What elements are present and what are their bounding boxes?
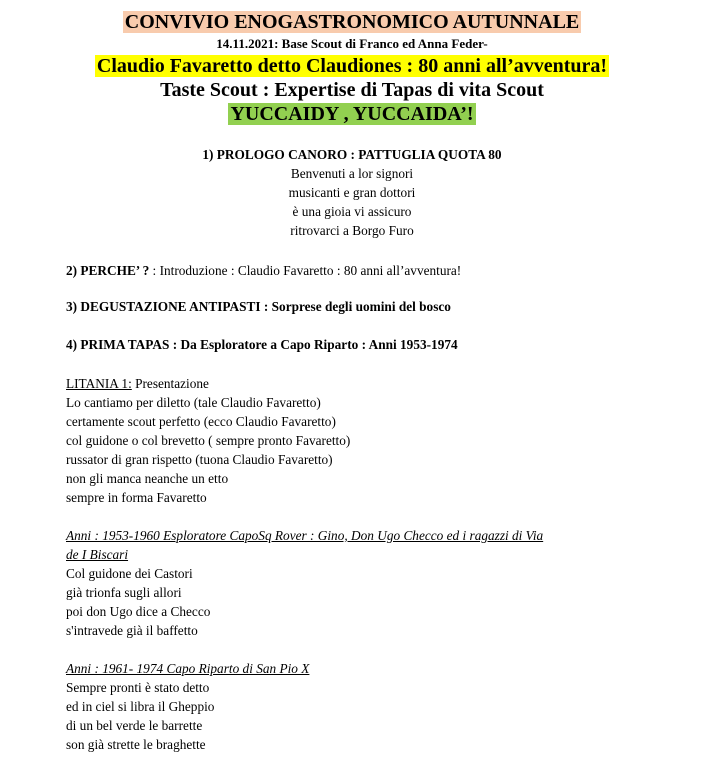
- section-4-title: 4) PRIMA TAPAS : Da Esploratore a Capo Riparto : Anni 1953-1974: [66, 337, 458, 352]
- section-2: [66, 261, 461, 280]
- anni-1-line: poi don Ugo dice a Checco: [66, 604, 211, 619]
- prologo-line: musicanti e gran dottori: [288, 185, 416, 200]
- prologo-line: Benvenuti a lor signori: [290, 166, 414, 181]
- litania-line: russator di gran rispetto (tuona Claudio Favaretto): [66, 452, 333, 467]
- subtitle-highlight-green: YUCCAIDY , YUCCAIDA’!: [230, 103, 474, 125]
- date-line: 14.11.2021: Base Scout di Franco ed Anna Feder-: [216, 36, 488, 51]
- subtitle-highlight-yellow: Claudio Favaretto detto Claudiones : 80 anni all’avventura!: [96, 55, 608, 77]
- litania-line: sempre in forma Favaretto: [66, 490, 207, 505]
- anni-1-line: Col guidone dei Castori: [66, 566, 193, 581]
- section-3-title: 3) DEGUSTAZIONE ANTIPASTI : Sorprese degli uomini del bosco: [66, 299, 451, 314]
- page-title: CONVIVIO ENOGASTRONOMICO AUTUNNALE: [124, 11, 580, 33]
- prologo-line: ritrovarci a Borgo Furo: [290, 223, 414, 238]
- anni-1-heading-cont: de I Biscari: [66, 547, 129, 562]
- anni-1-line: già trionfa sugli allori: [66, 585, 182, 600]
- litania-label-rest: Presentazione: [131, 376, 209, 391]
- header-title-row: [0, 10, 704, 34]
- prologo-line: è una gioia vi assicuro: [292, 204, 412, 219]
- litania-line: col guidone o col brevetto ( sempre pronto Favaretto): [66, 433, 351, 448]
- subtitle-row-3: [0, 102, 704, 126]
- anni-2-line: di un bel verde le barrette: [66, 718, 203, 733]
- litania-line: non gli manca neanche un etto: [66, 471, 229, 486]
- litania-label: LITANIA 1:: [66, 376, 132, 391]
- subtitle-2: Taste Scout : Expertise di Tapas di vita Scout: [160, 79, 544, 101]
- anni-2-line: son già strette le braghette: [66, 737, 206, 752]
- anni-1-heading: Anni : 1953-1960 Esploratore CapoSq Rover : Gino, Don Ugo Checco ed i ragazzi di Via: [66, 528, 544, 543]
- anni-2-line: Sempre pronti è stato detto: [66, 680, 210, 695]
- section-2-label: 2) PERCHE’ ?: [66, 263, 153, 278]
- anni-2-line: ed in ciel si libra il Gheppio: [66, 699, 215, 714]
- anni-1-line: s'intravede già il baffetto: [66, 623, 198, 638]
- section-1-title: 1) PROLOGO CANORO : PATTUGLIA QUOTA 80: [202, 147, 502, 162]
- section-2-text: : Introduzione : Claudio Favaretto : 80 anni all’avventura!: [152, 263, 462, 278]
- litania-line: Lo cantiamo per diletto (tale Claudio Favaretto): [66, 395, 321, 410]
- anni-2-heading: Anni : 1961- 1974 Capo Riparto di San Pio X: [66, 661, 310, 676]
- litania-heading: [66, 374, 209, 393]
- subtitle-row-1: [0, 54, 704, 78]
- litania-line: certamente scout perfetto (ecco Claudio Favaretto): [66, 414, 336, 429]
